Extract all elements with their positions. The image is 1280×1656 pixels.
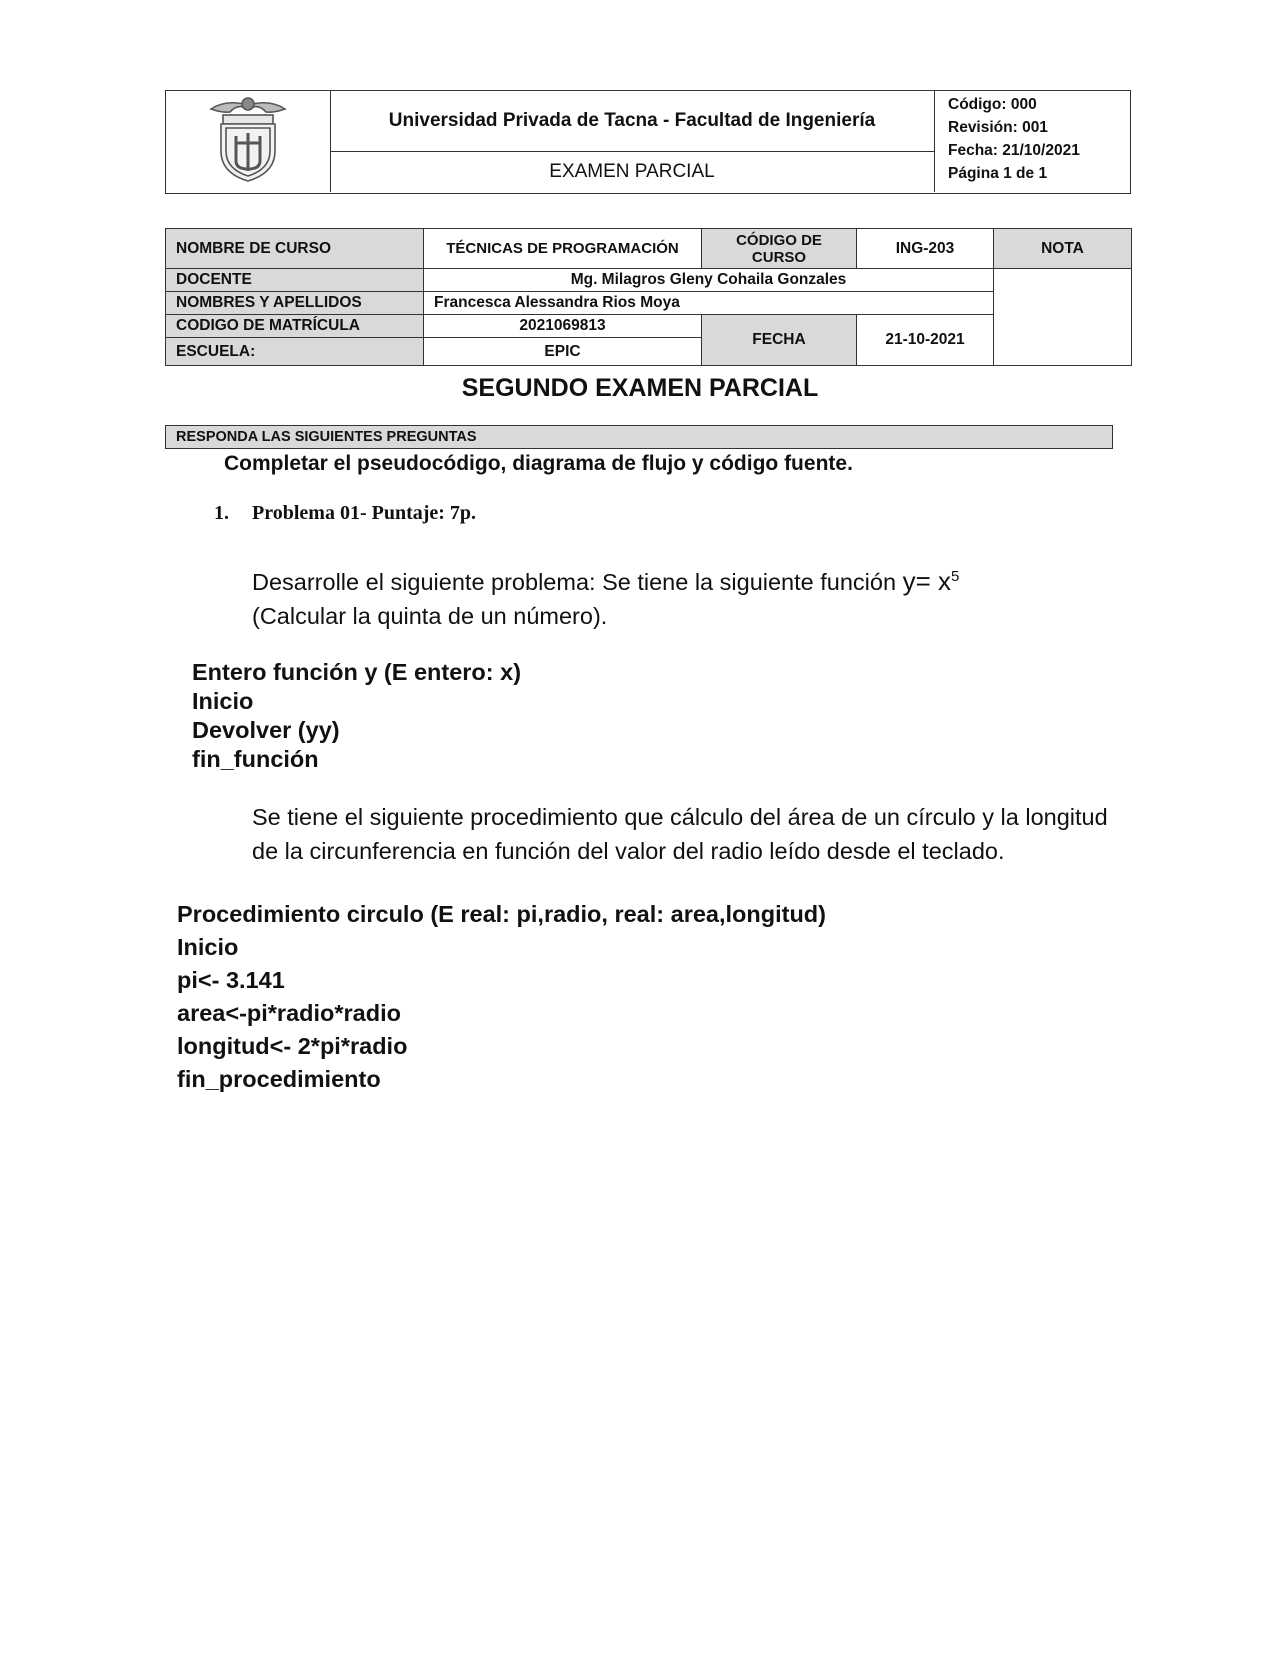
codigo-curso-value: ING-203 [857, 229, 994, 269]
course-info-table [165, 228, 1132, 366]
nombres-label: NOMBRES Y APELLIDOS [166, 292, 424, 315]
matricula-label: CODIGO DE MATRÍCULA [166, 315, 424, 338]
document-type: EXAMEN PARCIAL [549, 161, 715, 182]
procedure-description: Se tiene el siguiente procedimiento que cálculo del área de un círculo y la longitud de la circunferencia en función del valor del radio leído desde el teclado. [252, 804, 1108, 864]
code-line: Inicio [192, 688, 254, 714]
function-expression: y= x [902, 565, 951, 596]
code-line: Procedimiento circulo (E real: pi,radio, real: area,longitud) [177, 901, 826, 927]
respond-banner: RESPONDA LAS SIGUIENTES PREGUNTAS [165, 425, 1113, 449]
problem-title: Problema 01- Puntaje: 7p. [252, 502, 477, 524]
nombres-value: Francesca Alessandra Rios Moya [424, 292, 994, 315]
matricula-value: 2021069813 [424, 315, 702, 338]
pseudocode-procedure [177, 898, 826, 1096]
document-meta [936, 91, 1128, 192]
escuela-value: EPIC [424, 338, 702, 366]
code-line: fin_función [192, 746, 319, 772]
code-line: pi<- 3.141 [177, 967, 285, 993]
function-exponent: 5 [950, 568, 960, 585]
university-name: Universidad Privada de Tacna - Facultad de Ingeniería [330, 91, 934, 152]
logo-cell [166, 91, 331, 192]
problem-statement [252, 560, 1112, 633]
university-seal-icon [166, 91, 330, 192]
nota-value [994, 269, 1132, 366]
codigo-curso-label: CÓDIGO DE CURSO [702, 229, 857, 269]
exam-title: SEGUNDO EXAMEN PARCIAL [461, 374, 819, 402]
docente-label: DOCENTE [166, 269, 424, 292]
fecha-value: 21-10-2021 [857, 315, 994, 366]
code-line: Devolver (yy) [192, 717, 340, 743]
meta-fecha: Fecha: 21/10/2021 [948, 142, 1080, 159]
code-line: longitud<- 2*pi*radio [177, 1033, 408, 1059]
meta-codigo: Código: 000 [948, 96, 1037, 113]
document-header [165, 90, 1131, 194]
problem-text-2: (Calcular la quinta de un número). [252, 602, 608, 629]
code-line: fin_procedimiento [177, 1066, 381, 1092]
pseudocode-function [192, 658, 521, 774]
nota-label: NOTA [994, 229, 1132, 269]
code-line: area<-pi*radio*radio [177, 1000, 401, 1026]
problem-heading [214, 502, 476, 525]
fecha-label: FECHA [702, 315, 857, 366]
instruction: Completar el pseudocódigo, diagrama de flujo y código fuente. [224, 452, 853, 475]
code-line: Entero función y (E entero: x) [192, 659, 522, 685]
curso-label: NOMBRE DE CURSO [166, 229, 424, 269]
escuela-label: ESCUELA: [166, 338, 424, 366]
curso-value: TÉCNICAS DE PROGRAMACIÓN [424, 229, 702, 269]
problem-text: Desarrolle el siguiente problema: Se tiene la siguiente función [252, 568, 897, 595]
code-line: Inicio [177, 934, 239, 960]
header-title-cell [330, 91, 935, 192]
meta-pagina: Página 1 de 1 [948, 165, 1048, 182]
meta-revision: Revisión: 001 [948, 119, 1048, 136]
docente-value: Mg. Milagros Gleny Cohaila Gonzales [424, 269, 994, 292]
problem-number: 1. [214, 502, 229, 524]
